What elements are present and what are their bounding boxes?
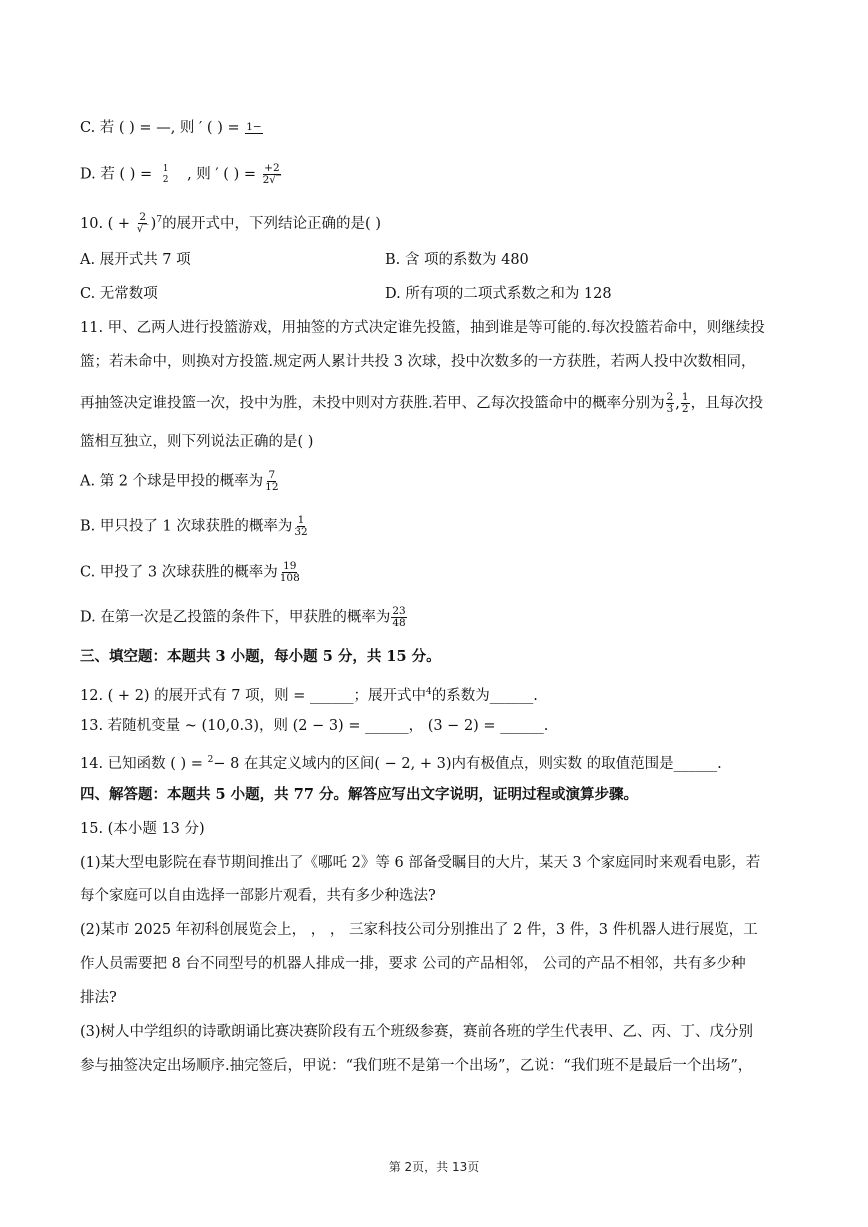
fraction: $\frac{1}{2}$: [681, 391, 689, 415]
fraction: $\frac{+2}{2√‾}$: [262, 162, 282, 186]
question-15-part2-line-2: 作人员需要把 8 台不同型号的机器人排成一排，要求 公司的产品相邻， 公司的产品不相邻，共有多少种: [80, 956, 746, 972]
question-11-line-2: 篮；若未命中，则换对方投篮.规定两人累计共投 3 次球，投中次数多的一方获胜，若两人投中次数相同，: [80, 354, 756, 370]
option-11d: D. 在第一次是乙投篮的条件下，甲获胜的概率为 $\frac{23}{48}$: [80, 605, 406, 629]
option-10b: B. 含 项的系数为 480: [385, 252, 529, 268]
question-12: 12. ( + 2) 的展开式有 7 项，则 = ______；展开式中$^4$的系数为______.: [80, 687, 538, 704]
question-10-stem: 10. ( + $\frac{2}{√‾}$ )$^7$的展开式中，下列结论正确的是( ): [80, 211, 381, 236]
question-14: 14. 已知函数 ( ) = $^2$− 8 在其定义域内的区间( − 2, + 3)内有极值点，则实数 的取值范围是______.: [80, 755, 722, 772]
option-11a: A. 第 2 个球是甲投的概率为 $\frac{7}{12}$: [80, 469, 279, 493]
question-15-header: 15. (本小题 13 分): [80, 821, 205, 837]
option-9c: C. 若 ( ) = —, 则 ′ ( ) = 1−: [80, 120, 262, 136]
question-15-part2-line-1: (2)某市 2025 年初科创展览会上， ， ， 三家科技公司分别推出了 2 件，3 件，3 件机器人进行展览，工: [80, 922, 758, 938]
fraction: $\frac{2}{√‾}$: [136, 211, 149, 236]
question-11-line-4: 篮相互独立，则下列说法正确的是( ): [80, 434, 314, 450]
question-11-line-3: 再抽签决定谁投篮一次，投中为胜，未投中则对方获胜.若甲、乙每次投篮命中的概率分别为 $\frac{2}{3}$ , $\frac{1}{2}$ ，且每次投: [80, 391, 764, 415]
question-11-line-1: 11. 甲、乙两人进行投篮游戏，用抽签的方式决定谁先投篮，抽到谁是等可能的.每次投篮若命中，则继续投: [80, 320, 765, 336]
question-15-part2-line-3: 排法?: [80, 990, 117, 1006]
question-15-part1-line-1: (1)某大型电影院在春节期间推出了《哪吒 2》等 6 部备受瞩目的大片，某天 3 个家庭同时来观看电影，若: [80, 855, 761, 871]
fraction: 1−: [246, 121, 262, 133]
fraction: $\frac{19}{108}$: [279, 560, 300, 584]
option-11c: C. 甲投了 3 次球获胜的概率为 $\frac{19}{108}$: [80, 560, 300, 584]
section-4-heading: 四、解答题：本题共 5 小题，共 77 分。解答应写出文字说明，证明过程或演算步骤。: [80, 786, 638, 803]
question-15-part3-line-1: (3)树人中学组织的诗歌朗诵比赛决赛阶段有五个班级参赛，赛前各班的学生代表甲、乙、丙、丁、戊分别: [80, 1024, 754, 1040]
fraction: $\frac{1}{32}$: [294, 514, 308, 538]
option-10c: C. 无常数项: [80, 286, 158, 302]
question-15-part1-line-2: 每个家庭可以自由选择一部影片观看，共有多少种选法?: [80, 888, 436, 904]
exponent-fraction: 1 2: [162, 163, 169, 185]
question-15-part3-line-2: 参与抽签决定出场顺序.抽完签后，甲说：“我们班不是第一个出场”，乙说：“我们班不是最后一个出场”，: [80, 1058, 753, 1074]
section-3-heading: 三、填空题：本题共 3 小题，每小题 5 分，共 15 分。: [80, 648, 441, 665]
fraction: $\frac{7}{12}$: [265, 469, 279, 493]
option-10d: D. 所有项的二项式系数之和为 128: [385, 286, 612, 302]
page-footer: 第 2页，共 13页: [388, 1160, 480, 1174]
option-10a: A. 展开式共 7 项: [80, 252, 191, 268]
option-11b: B. 甲只投了 1 次球获胜的概率为 $\frac{1}{32}$: [80, 514, 308, 538]
option-9d: D. 若 ( ) = 1 2 , 则 ′ ( ) = $\frac{+2}{2√‾}$: [80, 162, 282, 186]
fraction: $\frac{23}{48}$: [392, 605, 406, 629]
fraction: $\frac{2}{3}$: [666, 391, 674, 415]
question-13: 13. 若随机变量 ~ (10,0.3)，则 (2 − 3) = ______， (3 − 2) = ______.: [80, 718, 549, 734]
